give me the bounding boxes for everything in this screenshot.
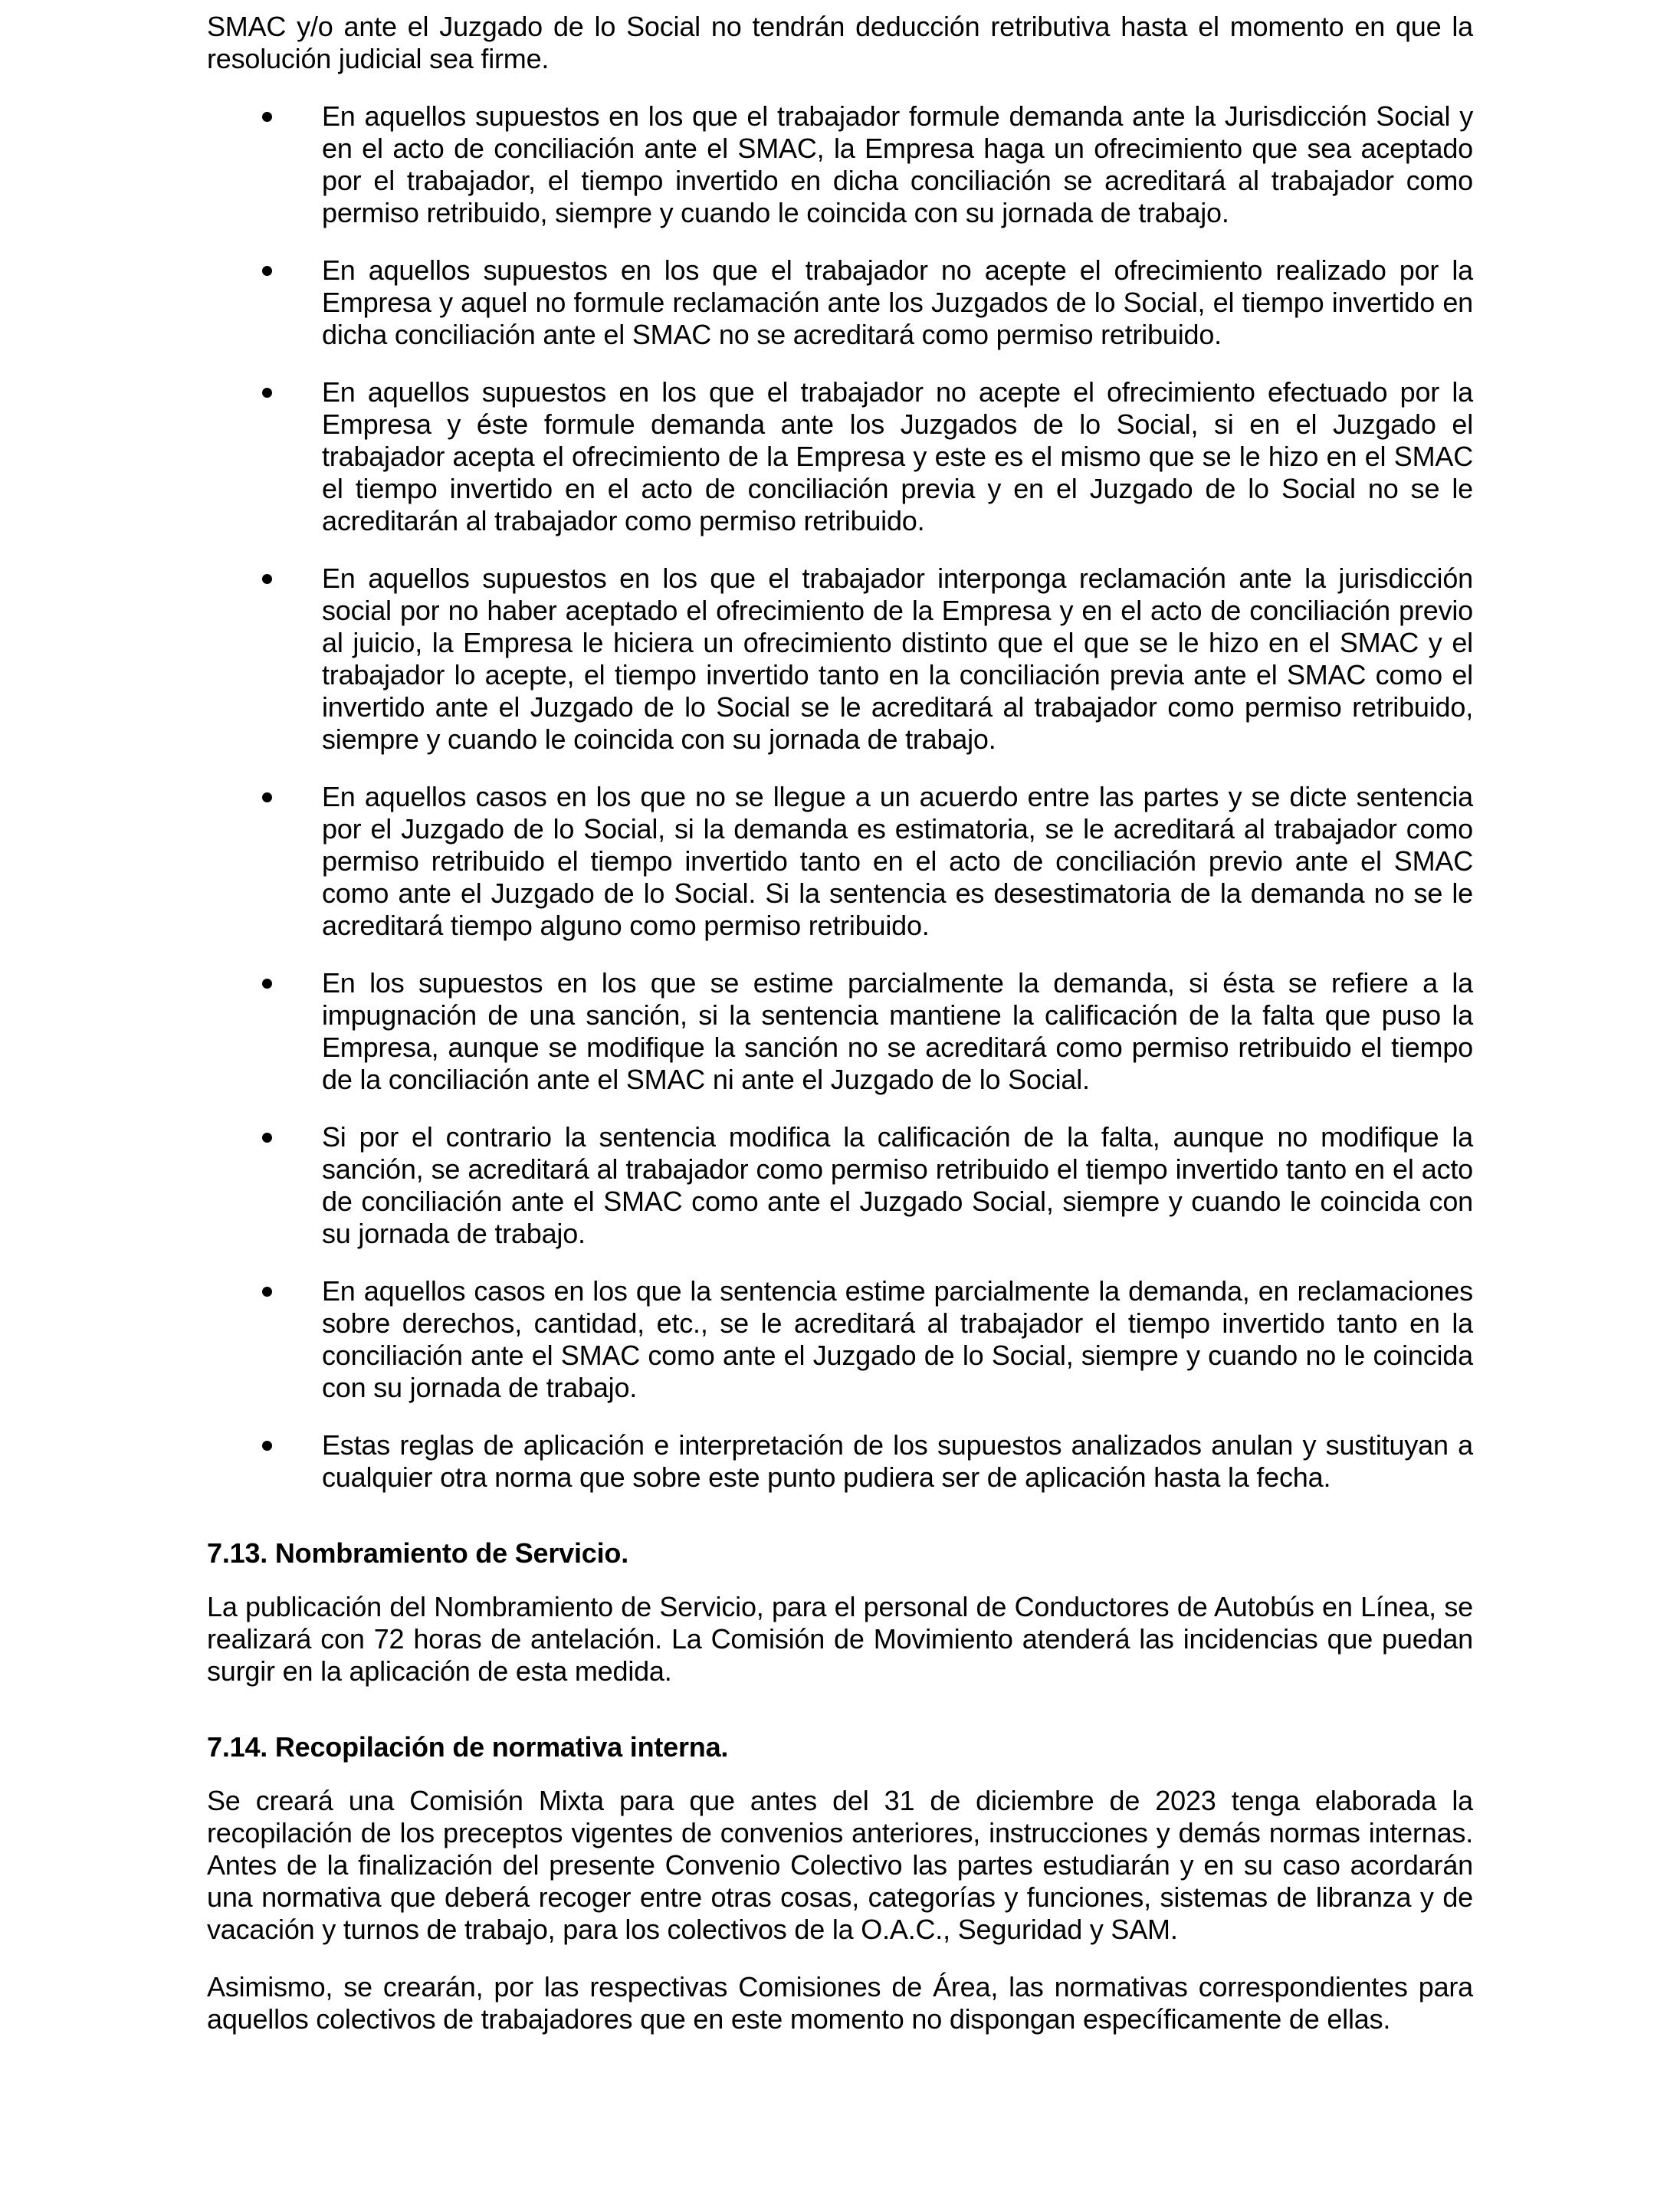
bullet-icon (262, 1287, 272, 1297)
bullet-text: En aquellos supuestos en los que el trabajador no acepte el ofrecimiento efectuado por la Empresa y éste formule demanda ante los Juzgados de lo Social, si en el Juzgado el trabajador acepta el ofrecimiento de la Empresa y este es el mismo que se le hizo en el SMAC el tiempo invertido en el acto de conciliación previa y en el Juzgado de lo Social no se le acreditarán al trabajador como permiso retribuido. (322, 376, 1473, 536)
list-item (207, 1429, 1473, 1494)
bullet-text: Si por el contrario la sentencia modifica la calificación de la falta, aunque no modifique la sanción, se acreditará al trabajador como permiso retribuido el tiempo invertido tanto en el acto de conciliación ante el SMAC como ante el Juzgado Social, siempre y cuando le coincida con su jornada de trabajo. (322, 1121, 1473, 1249)
list-item (207, 781, 1473, 942)
section-paragraph: La publicación del Nombramiento de Servicio, para el personal de Conductores de Autobús en Línea, se realizará con 72 horas de antelación. La Comisión de Movimiento atenderá las incidencias que puedan surgir en la aplicación de esta medida. (207, 1591, 1473, 1687)
bullet-icon (262, 1441, 272, 1451)
bullet-icon (262, 266, 272, 276)
bullet-icon (262, 979, 272, 989)
section-paragraph: Se creará una Comisión Mixta para que antes del 31 de diciembre de 2023 tenga elaborada la recopilación de los preceptos vigentes de convenios anteriores, instrucciones y demás normas internas. Antes de la finalización del presente Convenio Colectivo las partes estudiarán y en su caso acordarán una normativa que deberá recoger entre otras cosas, categorías y funciones, sistemas de libranza y de vacación y turnos de trabajo, para los colectivos de la O.A.C., Seguridad y SAM. (207, 1785, 1473, 1945)
bullet-icon (262, 574, 272, 584)
bullet-text: En aquellos casos en los que no se llegue a un acuerdo entre las partes y se dicte sentencia por el Juzgado de lo Social, si la demanda es estimatoria, se le acreditará al trabajador como permiso retribuido el tiempo invertido tanto en el acto de conciliación previo ante el SMAC como ante el Juzgado de lo Social. Si la sentencia es desestimatoria de la demanda no se le acreditará tiempo alguno como permiso retribuido. (322, 781, 1473, 941)
section-heading-7-13: 7.13. Nombramiento de Servicio. (207, 1537, 628, 1569)
bullet-icon (262, 1133, 272, 1143)
list-item (207, 967, 1473, 1096)
list-item (207, 563, 1473, 756)
bullet-icon (262, 792, 272, 802)
bullet-list (207, 100, 1473, 1494)
bullet-text: En aquellos supuestos en los que el trabajador interponga reclamación ante la jurisdicción social por no haber aceptado el ofrecimiento de la Empresa y en el acto de conciliación previo al juicio, la Empresa le hiciera un ofrecimiento distinto que el que se le hizo en el SMAC y el trabajador lo acepte, el tiempo invertido tanto en la conciliación previa ante el SMAC como el invertido ante el Juzgado de lo Social se le acreditará al trabajador como permiso retribuido, siempre y cuando le coincida con su jornada de trabajo. (322, 563, 1473, 755)
list-item (207, 1121, 1473, 1250)
list-item (207, 254, 1473, 351)
section-heading-7-14: 7.14. Recopilación de normativa interna. (207, 1731, 729, 1763)
list-item (207, 376, 1473, 537)
section-paragraph: Asimismo, se crearán, por las respectivas Comisiones de Área, las normativas correspondientes para aquellos colectivos de trabajadores que en este momento no dispongan específicamente de ellas. (207, 1971, 1473, 2035)
intro-paragraph: SMAC y/o ante el Juzgado de lo Social no tendrán deducción retributiva hasta el momento en que la resolución judicial sea firme. (207, 11, 1473, 74)
list-item (207, 1275, 1473, 1404)
bullet-text: En aquellos casos en los que la sentencia estime parcialmente la demanda, en reclamaciones sobre derechos, cantidad, etc., se le acreditará al trabajador el tiempo invertido tanto en la conciliación ante el SMAC como ante el Juzgado de lo Social, siempre y cuando no le coincida con su jornada de trabajo. (322, 1275, 1473, 1403)
bullet-icon (262, 388, 272, 398)
bullet-icon (262, 112, 272, 122)
bullet-text: En aquellos supuestos en los que el trabajador no acepte el ofrecimiento realizado por la Empresa y aquel no formule reclamación ante los Juzgados de lo Social, el tiempo invertido en dicha conciliación ante el SMAC no se acreditará como permiso retribuido. (322, 254, 1473, 350)
list-item (207, 100, 1473, 229)
bullet-text: En los supuestos en los que se estime parcialmente la demanda, si ésta se refiere a la impugnación de una sanción, si la sentencia mantiene la calificación de la falta que puso la Empresa, aunque se modifique la sanción no se acreditará como permiso retribuido el tiempo de la conciliación ante el SMAC ni ante el Juzgado de lo Social. (322, 967, 1473, 1095)
bullet-text: Estas reglas de aplicación e interpretación de los supuestos analizados anulan y sustituyan a cualquier otra norma que sobre este punto pudiera ser de aplicación hasta la fecha. (322, 1429, 1473, 1493)
bullet-text: En aquellos supuestos en los que el trabajador formule demanda ante la Jurisdicción Social y en el acto de conciliación ante el SMAC, la Empresa haga un ofrecimiento que sea aceptado por el trabajador, el tiempo invertido en dicha conciliación se acreditará al trabajador como permiso retribuido, siempre y cuando le coincida con su jornada de trabajo. (322, 100, 1473, 228)
